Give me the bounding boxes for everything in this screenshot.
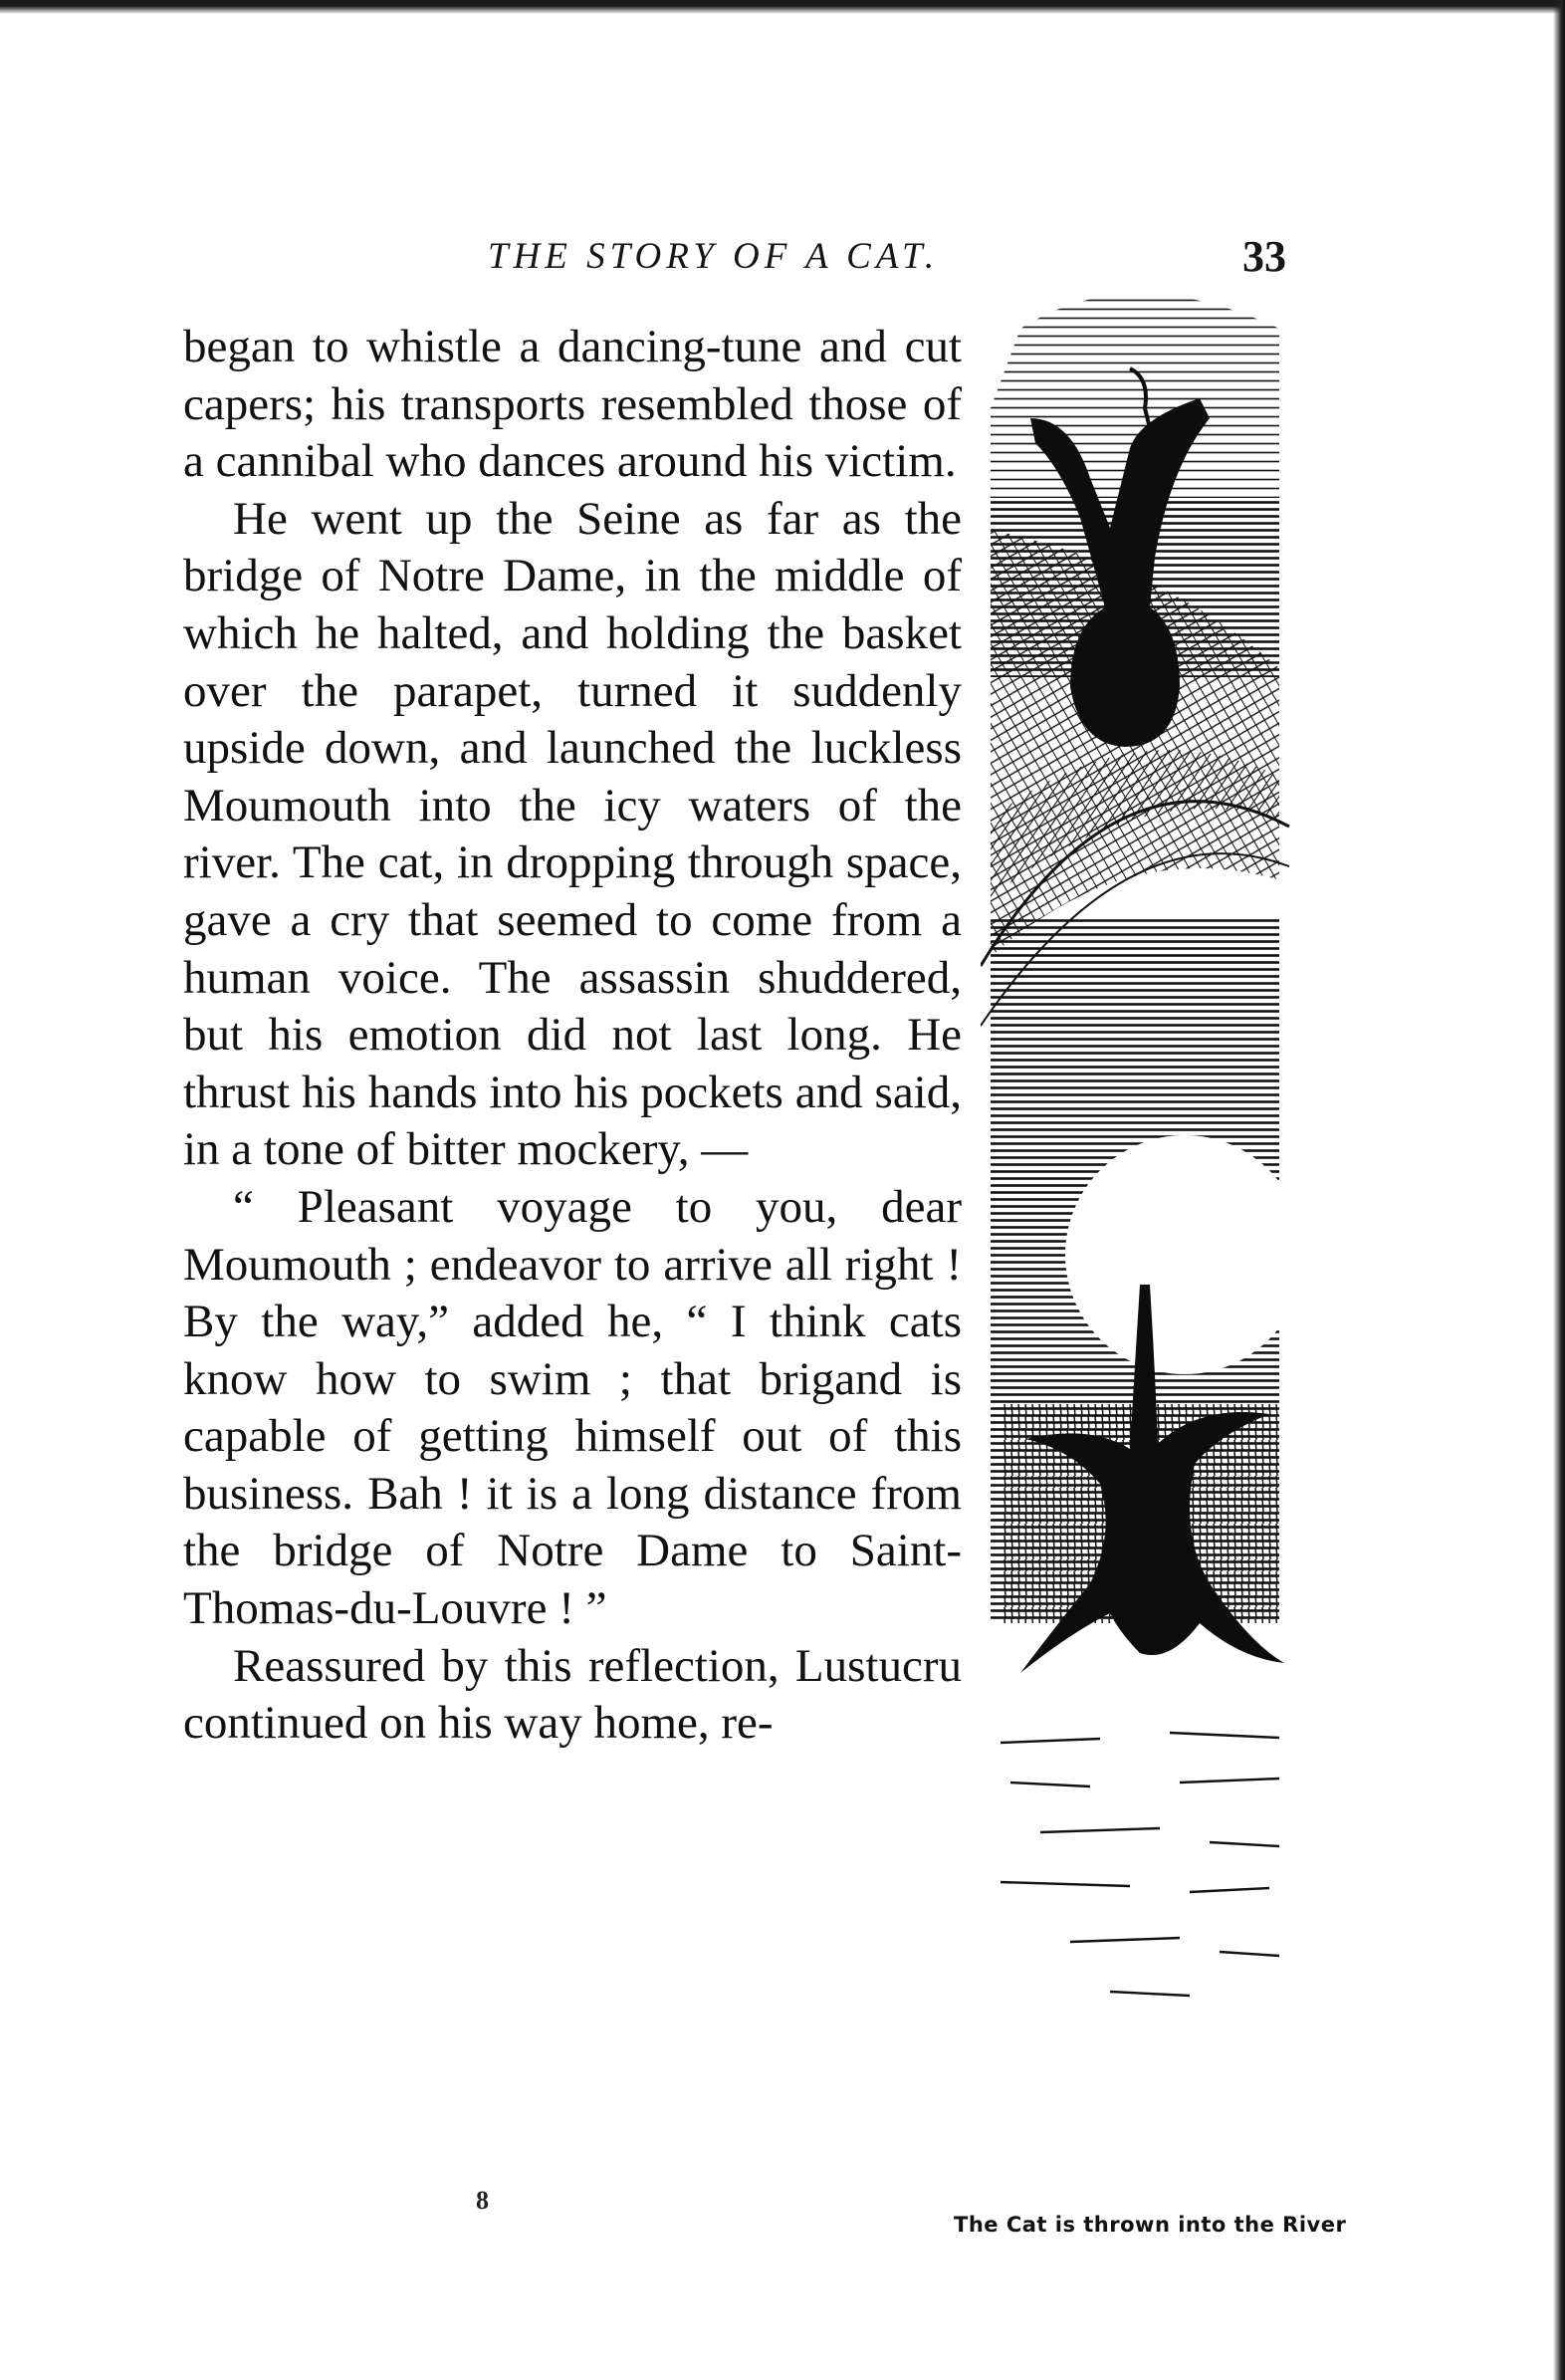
paragraph-2: He went up the Seine as far as the bridge of Notre Dame, in the middle of which he halted, and holding the basket over the parapet, turned it suddenly upside down, and launched the luckless Moumouth into the icy waters of the river. The cat, in dropping through space, gave a cry that seemed to come from a human voice. The assassin shuddered, but his emotion did not last long. He thrust his hands into his pockets and said, in a tone of bitter mockery, — xyxy=(183,492,962,1176)
page-right-edge xyxy=(1553,0,1565,2380)
page-number: 33 xyxy=(1242,232,1286,281)
running-title: THE STORY OF A CAT. xyxy=(488,236,940,277)
paragraph-4: Reassured by this reflection, Lustucru continued on his way home, re- xyxy=(183,1639,962,1750)
body-text xyxy=(183,319,962,1753)
paragraph-3: “ Pleasant voyage to you, dear Moumouth ; endeavor to arrive all right ! By the way,” added he, “ I think cats know how to swim ; that brigand is capable of getting himself out of this business. Bah ! it is a long distance from the bridge of Notre Dame to Saint-Thomas-du-Louvre ! ” xyxy=(183,1180,962,1635)
page-top-edge xyxy=(0,0,1565,14)
signature-mark: 8 xyxy=(476,2186,489,2215)
cat-falling-illustration xyxy=(981,269,1299,2031)
paragraph-1: began to whistle a dancing-tune and cut capers; his transports resembled those of a cannibal who dances around his victim. xyxy=(183,321,962,488)
illustration-caption: The Cat is thrown into the River xyxy=(954,2213,1347,2237)
